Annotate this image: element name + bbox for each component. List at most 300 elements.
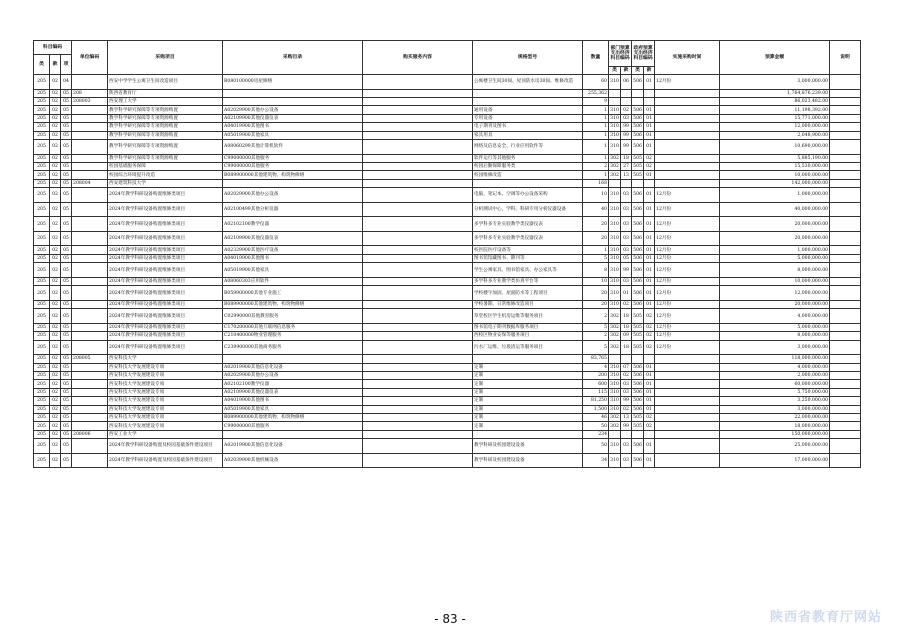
class-code-cell: 205 [34,263,50,278]
quantity-cell: 2 [583,162,609,170]
catalog-name-cell: A05019900其他家具 [223,263,363,278]
service-content-cell [363,171,473,179]
quantity-cell: 5 [583,254,609,262]
section-code-cell: 02 [50,355,61,363]
item-code-cell: 05 [61,89,72,97]
note-cell [830,106,861,114]
spec-model-cell: 多学科多专业实验教学类仪器仪表 [473,231,583,246]
section-code-cell: 02 [50,380,61,388]
unit-code-cell [72,439,108,454]
spec-model-cell: 多学科多专业实验教学类仪器仪表 [473,217,583,232]
unit-code-cell [72,263,108,278]
project-name-cell: 西安中学学生公寓卫生间改造项目 [108,75,223,90]
budget-amount-cell: 5,000,000.00 [720,254,830,262]
note-cell [830,439,861,454]
service-content-cell [363,363,473,371]
unit-code-cell: 208005 [72,355,108,363]
project-name-cell: 西安科技大学发展建设专项 [108,363,223,371]
table-row [34,75,861,90]
class-code-cell: 205 [34,309,50,324]
section-code-cell: 02 [50,430,61,438]
gov-econ-class-cell: 506 [632,439,644,454]
section-code-cell: 02 [50,309,61,324]
procurement-budget-table [33,40,861,468]
service-content-cell [363,309,473,324]
dept-econ-class-cell: 310 [610,124,619,130]
purchase-time-cell [655,380,720,388]
dept-econ-section-cell: 99 [621,397,632,405]
unit-code-cell [72,388,108,396]
table-row [34,309,861,324]
quantity-cell: 1 [583,246,609,254]
note-cell [830,340,861,355]
quantity-cell: 83,765 [583,355,609,363]
section-code-cell: 02 [50,453,61,468]
budget-amount-cell: 4,000,000.00 [720,363,830,371]
service-content-cell [363,380,473,388]
table-body [34,75,861,468]
dept-econ-section-cell: 18 [621,340,632,355]
budget-amount-cell: 12,000,000.00 [720,286,830,301]
catalog-name-cell: A02102100教学仪器 [223,380,363,388]
unit-code-cell [72,114,108,122]
gov-econ-section-cell: 01 [644,300,655,308]
item-code-cell: 05 [61,439,72,454]
spec-model-cell: 多学科多专业教学类仿真平台等 [473,277,583,285]
project-name-cell: 2024年教学科研设备购置维修类项目 [108,202,223,217]
gov-econ-section-cell: 01 [644,453,655,468]
gov-econ-section-cell [644,89,655,97]
gov-econ-class-cell: 506 [632,263,644,278]
note-cell [830,254,861,262]
class-code-cell: 205 [34,355,50,363]
spec-model-cell: 网络及信息安全、行业应用软件等 [473,139,583,154]
class-code-cell: 205 [34,254,50,262]
note-cell [830,388,861,396]
quantity-cell: 1 [583,154,609,162]
note-cell [830,188,861,203]
purchase-time-cell [655,162,720,170]
dept-econ-section-cell: 27 [621,162,632,170]
project-name-cell: 2024年教学科研设备购置维修类项目 [108,309,223,324]
project-name-cell: 校园综合环境提升改造 [108,171,223,179]
catalog-name-cell: A02102100教学仪器 [223,217,363,232]
dept-econ-class-cell [609,97,621,105]
section-code-cell: 02 [50,246,61,254]
gov-econ-section-cell: 02 [644,422,655,430]
dept-econ-class-cell: 310 [610,373,619,379]
service-content-cell [363,340,473,355]
section-code-cell: 02 [50,231,61,246]
project-name-cell: 2024年教学科研设备购置及校园基础条件建设项目 [108,453,223,468]
dept-econ-section-cell: 13 [621,413,632,421]
budget-amount-cell: 1,000,000.00 [720,188,830,203]
note-cell [830,231,861,246]
project-name-cell: 西安建筑科技大学 [108,179,223,187]
gov-econ-section-cell: 02 [644,309,655,324]
dept-econ-class-cell: 310 [609,439,621,454]
service-content-cell [363,413,473,421]
spec-model-cell: 软件运行等其他服务 [473,154,583,162]
note-cell [830,405,861,413]
unit-code-cell [72,405,108,413]
note-cell [830,114,861,122]
budget-amount-cell: 3,000,000.00 [720,75,830,90]
gov-econ-class-cell: 505 [633,415,642,421]
gov-econ-section-cell: 02 [644,323,655,331]
gov-econ-class-cell: 506 [632,139,644,154]
table-row [34,263,861,278]
class-code-cell: 205 [34,422,50,430]
dept-econ-class-cell: 310 [610,279,619,285]
section-code-cell: 02 [50,405,61,413]
unit-code-cell: 208004 [72,179,108,187]
catalog-name-cell: A02039900其他机械设备 [223,453,363,468]
spec-model-cell: 图书馆电子期刊数据库服务项目 [473,323,583,331]
class-code-cell: 205 [34,332,50,340]
budget-amount-cell: 10,000,000.00 [720,277,830,285]
purchase-time-cell: 12月份 [655,263,720,278]
quantity-cell: 10 [583,188,609,203]
dept-econ-class-cell: 310 [609,453,621,468]
section-code-cell: 02 [50,75,61,90]
budget-amount-cell: 11,198,392.00 [720,106,830,114]
item-code-cell: 05 [61,300,72,308]
quantity-cell: 1,500 [583,405,609,413]
unit-code-cell [72,380,108,388]
service-content-cell [363,263,473,278]
purchase-time-cell [655,179,720,187]
gov-econ-section-cell [644,179,655,187]
spec-model-cell: 校园后勤保障服务类 [473,162,583,170]
catalog-name-cell: A04019900其他图书 [223,254,363,262]
gov-econ-class-cell: 505 [633,333,642,339]
quantity-cell: 1 [583,106,609,114]
gov-econ-section-cell: 01 [644,139,655,154]
note-cell [830,171,861,179]
table-row [34,106,861,114]
purchase-time-cell: 12月份 [655,188,720,203]
table-row [34,439,861,454]
project-name-cell: 西安科技大学发展建设专项 [108,380,223,388]
dept-econ-section-cell: 18 [621,309,632,324]
unit-code-cell [72,397,108,405]
item-code-cell: 05 [61,430,72,438]
dept-econ-section-cell: 13 [621,171,632,179]
dept-econ-section-cell [621,179,632,187]
note-cell [830,162,861,170]
table-row [34,97,861,105]
table-row [34,340,861,355]
header-dept-class: 类 [609,67,621,75]
gov-econ-class-cell: 506 [633,381,642,387]
note-cell [830,371,861,379]
catalog-name-cell: A02019900其他信息化设备 [223,363,363,371]
unit-code-cell [72,371,108,379]
dept-econ-class-cell: 310 [609,188,621,203]
gov-econ-class-cell: 506 [633,256,642,262]
gov-econ-section-cell: 01 [644,171,655,179]
table-row [34,430,861,438]
gov-econ-class-cell [632,430,644,438]
service-content-cell [363,123,473,131]
project-name-cell: 2024年教学科研设备购置维修类项目 [108,332,223,340]
dept-econ-class-cell: 302 [610,415,619,421]
dept-econ-section-cell: 03 [621,231,632,246]
dept-econ-section-cell: 06 [621,75,632,90]
project-name-cell: 西安理工大学 [108,97,223,105]
service-content-cell [363,89,473,97]
item-code-cell: 05 [61,139,72,154]
spec-model-cell: 教学科研及校园建设设备 [473,453,583,468]
project-name-cell: 2024年教学科研设备购置维修类项目 [108,254,223,262]
section-code-cell: 02 [50,397,61,405]
unit-code-cell [72,139,108,154]
section-code-cell: 02 [50,332,61,340]
gov-econ-section-cell: 02 [644,162,655,170]
gov-econ-section-cell: 01 [644,188,655,203]
header-dept-budget: 部门预算支出经济科目编码 [609,41,632,67]
section-code-cell: 02 [50,277,61,285]
dept-econ-section-cell: 02 [621,371,632,379]
dept-econ-class-cell: 310 [610,132,619,138]
project-name-cell: 教学科学研究保障等专项资源购置 [108,131,223,139]
site-watermark: 陕西省教育厅网站 [769,610,882,625]
section-code-cell: 02 [50,388,61,396]
catalog-name-cell: A05019900其他家具 [223,405,363,413]
project-name-cell: 西安工业大学 [108,430,223,438]
gov-econ-section-cell: 02 [644,154,655,162]
spec-model-cell: 学校楼宇加固、屋面防水等工程项目 [473,286,583,301]
dept-econ-class-cell: 302 [609,340,621,355]
budget-amount-cell: 142,000,000.00 [720,179,830,187]
quantity-cell: 4 [583,363,609,371]
spec-model-cell: 污水厂运维、垃圾清运等服务项目 [473,340,583,355]
budget-amount-cell: 1,764,876,239.00 [720,89,830,97]
quantity-cell: 20 [583,231,609,246]
purchase-time-cell: 12月份 [655,231,720,246]
dept-econ-section-cell: 03 [621,246,632,254]
item-code-cell: 05 [61,363,72,371]
class-code-cell: 205 [34,388,50,396]
spec-model-cell: 图书馆馆藏图书、期刊等 [473,254,583,262]
unit-code-cell: 208003 [72,97,108,105]
item-code-cell: 05 [61,97,72,105]
header-spec: 规格型号 [473,41,583,75]
header-time: 实施采购时间 [655,41,720,75]
table-row [34,123,861,131]
section-code-cell: 02 [50,413,61,421]
header-note: 说明 [830,41,861,75]
gov-econ-section-cell: 01 [644,263,655,278]
dept-econ-section-cell: 02 [621,300,632,308]
unit-code-cell [72,323,108,331]
gov-econ-class-cell: 506 [633,406,642,412]
table-row [34,254,861,262]
table-row [34,363,861,371]
class-code-cell: 205 [34,217,50,232]
budget-amount-cell: 20,000,000.00 [720,217,830,232]
catalog-name-cell [223,355,363,363]
class-code-cell: 205 [34,286,50,301]
spec-model-cell: 西校区物业安保等服务项目 [473,332,583,340]
item-code-cell: 05 [61,323,72,331]
project-name-cell: 教学科学研究保障等专项资源购置 [108,114,223,122]
class-code-cell: 205 [34,75,50,90]
item-code-cell: 05 [61,263,72,278]
note-cell [830,97,861,105]
service-content-cell [363,422,473,430]
dept-econ-class-cell: 310 [610,247,619,253]
project-name-cell: 2024年教学科研设备购置维修类项目 [108,300,223,308]
unit-code-cell [72,162,108,170]
quantity-cell: 5 [583,340,609,355]
note-cell [830,332,861,340]
gov-econ-class-cell: 506 [633,279,642,285]
service-content-cell [363,397,473,405]
catalog-name-cell: B059900000其他专业施工 [223,286,363,301]
table-row [34,231,861,246]
purchase-time-cell: 12月份 [655,75,720,90]
spec-model-cell: 校医院医疗设备等 [473,246,583,254]
note-cell [830,139,861,154]
purchase-time-cell [655,397,720,405]
spec-model-cell: 定制 [473,388,583,396]
unit-code-cell [72,309,108,324]
catalog-name-cell: A04019900其他图书 [223,397,363,405]
gov-econ-class-cell: 505 [633,325,642,330]
budget-amount-cell: 17,000,000.00 [720,453,830,468]
note-cell [830,217,861,232]
budget-amount-cell: 3,000,000.00 [720,405,830,413]
purchase-time-cell: 12月份 [655,277,720,285]
class-code-cell: 205 [34,405,50,413]
section-code-cell: 02 [50,217,61,232]
class-code-cell: 205 [34,371,50,379]
catalog-name-cell: A02029900其他办公设备 [223,371,363,379]
purchase-time-cell [655,106,720,114]
quantity-cell: 10 [583,277,609,285]
gov-econ-section-cell: 01 [644,123,655,131]
gov-econ-class-cell: 506 [632,202,644,217]
section-code-cell: 02 [50,286,61,301]
service-content-cell [363,188,473,203]
spec-model-cell: 公寓楼卫生间30间、屋顶防水房30间、维修改造 [473,75,583,90]
gov-econ-section-cell: 01 [644,371,655,379]
budget-amount-cell: 20,000,000.00 [720,231,830,246]
dept-econ-section-cell: 03 [621,439,632,454]
budget-amount-cell: 3,000,000.00 [720,340,830,355]
dept-econ-class-cell: 310 [610,389,619,395]
dept-econ-class-cell: 310 [609,75,621,90]
spec-model-cell [473,89,583,97]
dept-econ-section-cell: 07 [621,363,632,371]
quantity-cell: 255,362 [583,89,609,97]
budget-amount-cell: 2,048,900.00 [720,131,830,139]
dept-econ-section-cell: 02 [621,106,632,114]
gov-econ-section-cell: 01 [644,202,655,217]
spec-model-cell: 定制 [473,371,583,379]
spec-model-cell: 学生公寓家具、图书馆家具、办公家具等 [473,263,583,278]
dept-econ-class-cell: 310 [609,286,621,301]
service-content-cell [363,231,473,246]
class-code-cell: 205 [34,397,50,405]
catalog-name-cell: A02100499其他分析仪器 [223,202,363,217]
unit-code-cell [72,106,108,114]
header-subject-code: 科目编码 [34,41,72,55]
dept-econ-section-cell: 05 [621,254,632,262]
note-cell [830,286,861,301]
service-content-cell [363,430,473,438]
dept-econ-section-cell: 03 [621,277,632,285]
project-name-cell: 教学科学研究保障等专项资源购置 [108,154,223,162]
class-code-cell: 205 [34,89,50,97]
table-row [34,217,861,232]
item-code-cell: 05 [61,332,72,340]
budget-amount-cell: 12,000,000.00 [720,123,830,131]
budget-amount-cell: 60,000,000.00 [720,380,830,388]
class-code-cell: 205 [34,277,50,285]
note-cell [830,355,861,363]
budget-amount-cell: 5,750,000.00 [720,388,830,396]
section-code-cell: 02 [50,422,61,430]
class-code-cell: 205 [34,202,50,217]
project-name-cell: 西安科技大学 [108,355,223,363]
table-row [34,355,861,363]
dept-econ-section-cell: 99 [621,123,632,131]
section-code-cell: 02 [50,131,61,139]
dept-econ-section-cell: 02 [621,405,632,413]
project-name-cell: 教学科学研究保障等专项资源购置 [108,139,223,154]
quantity-cell: 34 [583,453,609,468]
note-cell [830,179,861,187]
header-gov-budget: 政府预算支出经济科目编码 [632,41,655,67]
budget-amount-cell: 10,000,000.00 [720,171,830,179]
quantity-cell: 600 [583,380,609,388]
note-cell [830,422,861,430]
gov-econ-class-cell: 506 [633,132,642,138]
quantity-cell: 20 [583,217,609,232]
section-code-cell: 02 [50,363,61,371]
item-code-cell: 05 [61,309,72,324]
budget-amount-cell: 15,771,000.00 [720,114,830,122]
note-cell [830,89,861,97]
service-content-cell [363,106,473,114]
class-code-cell: 205 [34,123,50,131]
table-row [34,300,861,308]
quantity-cell: 2 [583,332,609,340]
spec-model-cell [473,179,583,187]
dept-econ-class-cell: 310 [609,231,621,246]
gov-econ-class-cell [632,97,644,105]
table-row [34,131,861,139]
service-content-cell [363,202,473,217]
table-row [34,179,861,187]
catalog-name-cell: C99000000其他服务 [223,422,363,430]
purchase-time-cell: 12月份 [655,300,720,308]
gov-econ-section-cell: 01 [644,131,655,139]
gov-econ-section-cell [644,355,655,363]
item-code-cell: 05 [61,277,72,285]
table-row [34,380,861,388]
gov-econ-class-cell: 505 [633,155,642,161]
spec-model-cell [473,355,583,363]
gov-econ-class-cell: 506 [633,107,642,113]
note-cell [830,380,861,388]
gov-econ-section-cell: 01 [644,286,655,301]
gov-econ-section-cell: 01 [644,217,655,232]
spec-model-cell: 家具用具 [473,131,583,139]
